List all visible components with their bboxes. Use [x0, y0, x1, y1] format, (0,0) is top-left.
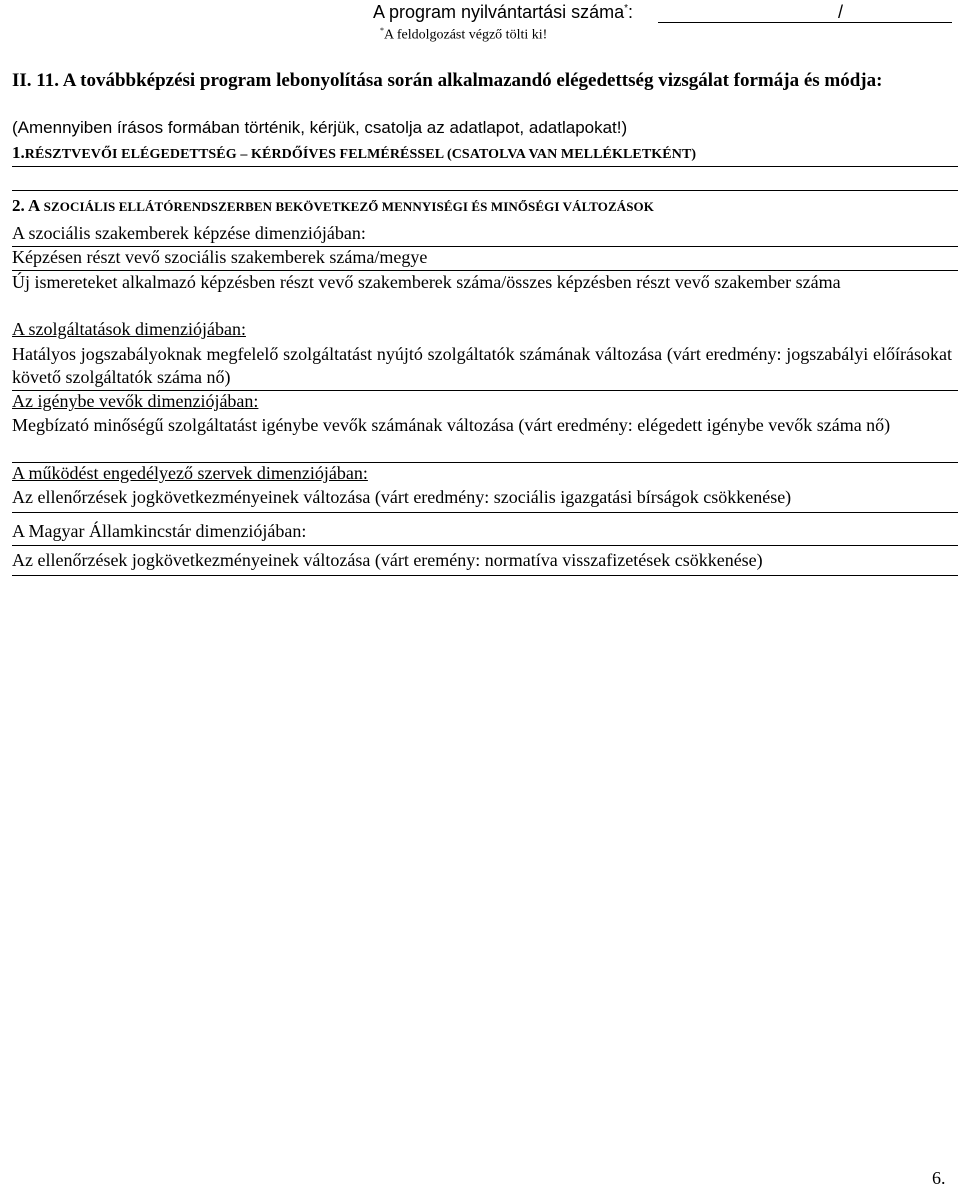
registration-footnote: *A feldolgozást végző tölti ki! — [380, 26, 548, 43]
dimension-heading: Az igénybe vevők dimenziójában: — [12, 391, 259, 411]
dimension-item: Új ismereteket alkalmazó képzésben részt vevő szakemberek száma/összes képzésben részt vevő szakember száma — [12, 272, 841, 292]
registration-number-label: A program nyilvántartási száma*: — [373, 2, 634, 22]
dimension-item: Az ellenőrzések jogkövetkezményeinek változása (várt eremény: normatíva visszafizetések csökkenése) — [12, 550, 763, 570]
dimension-heading: A szociális szakemberek képzése dimenziójában: — [12, 223, 366, 243]
divider — [12, 545, 958, 546]
dimension-heading: A működést engedélyező szervek dimenziójában: — [12, 463, 368, 483]
section-11-note: (Amennyiben írásos formában történik, kérjük, csatolja az adatlapot, adatlapokat!) — [12, 118, 628, 137]
dimension-item: Az ellenőrzések jogkövetkezményeinek változása (várt eredmény: szociális igazgatási bírságok csökkenése) — [12, 487, 792, 507]
registration-number-separator: / — [838, 2, 844, 22]
dimension-heading: A szolgáltatások dimenziójában: — [12, 319, 246, 339]
page-number: 6. — [932, 1168, 946, 1188]
section-11-heading: II. 11. A továbbképzési program lebonyolítása során alkalmazandó elégedettség vizsgálat formája és módja: — [12, 70, 883, 91]
dimension-item: Képzésen részt vevő szociális szakemberek száma/megye — [12, 247, 428, 267]
dimension-item: Megbízató minőségű szolgáltatást igénybe vevők számának változása (várt eredmény: elégedett igénybe vevők száma nő) — [12, 415, 891, 435]
divider — [12, 575, 958, 576]
divider — [12, 166, 958, 167]
dimension-heading: A Magyar Államkincstár dimenziójában: — [12, 521, 307, 541]
section-2-title: 2. A SZOCIÁLIS ELLÁTÓRENDSZERBEN BEKÖVETKEZŐ MENNYISÉGI ÉS MINŐSÉGI VÁLTOZÁSOK — [12, 196, 654, 215]
registration-number-field[interactable] — [658, 22, 952, 23]
dimension-item: Hatályos jogszabályoknak megfelelő szolgáltatást nyújtó szolgáltatók számának változása (várt eredmény: jogszabályi előírásokat követő szolgáltatók száma nő) — [12, 344, 952, 387]
divider — [12, 190, 958, 191]
divider — [12, 512, 958, 513]
section-11-item-1: 1.RÉSZTVEVŐI ELÉGEDETTSÉG – KÉRDŐÍVES FELMÉRÉSSEL (CSATOLVA VAN MELLÉKLETKÉNT) — [12, 143, 697, 162]
